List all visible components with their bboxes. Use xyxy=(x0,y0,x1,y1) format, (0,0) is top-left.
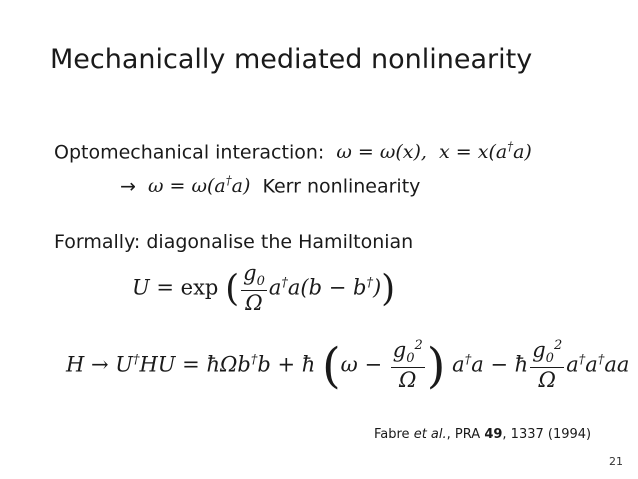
arrow-icon: → xyxy=(120,175,136,198)
ref-rest: , 1337 (1994) xyxy=(502,427,592,442)
diagonalise-label: Formally: diagonalise the Hamiltonian xyxy=(54,231,414,253)
kerr-label: Kerr nonlinearity xyxy=(262,175,421,198)
ref-volume: 49 xyxy=(484,427,503,442)
optomechanical-interaction-line xyxy=(54,140,532,163)
ref-etal: et al. xyxy=(413,427,447,442)
hamiltonian-equation: H → U†HU = ħΩb†b + ħ (ω − $\frac{g_0^2}{\Omega}$ ) a†a − ħ $\frac{g_0^2}{\Omega}$ a†a†aa xyxy=(66,338,630,394)
optomechanical-label: Optomechanical interaction: xyxy=(54,141,325,164)
reference-citation xyxy=(374,427,591,442)
omega-definition-equation: ω = ω(x), x = x(a†a) xyxy=(330,140,532,164)
kerr-equation: ω = ω(a†a) xyxy=(141,174,257,198)
ref-author: Fabre xyxy=(374,427,410,442)
kerr-line xyxy=(120,174,420,197)
unitary-equation: U = exp ( $\frac{g_0}{\Omega}$ a†a(b − b†)) xyxy=(132,261,396,315)
page-number: 21 xyxy=(609,455,623,468)
slide-title: Mechanically mediated nonlinearity xyxy=(50,44,533,75)
ref-journal: , PRA xyxy=(446,427,481,442)
